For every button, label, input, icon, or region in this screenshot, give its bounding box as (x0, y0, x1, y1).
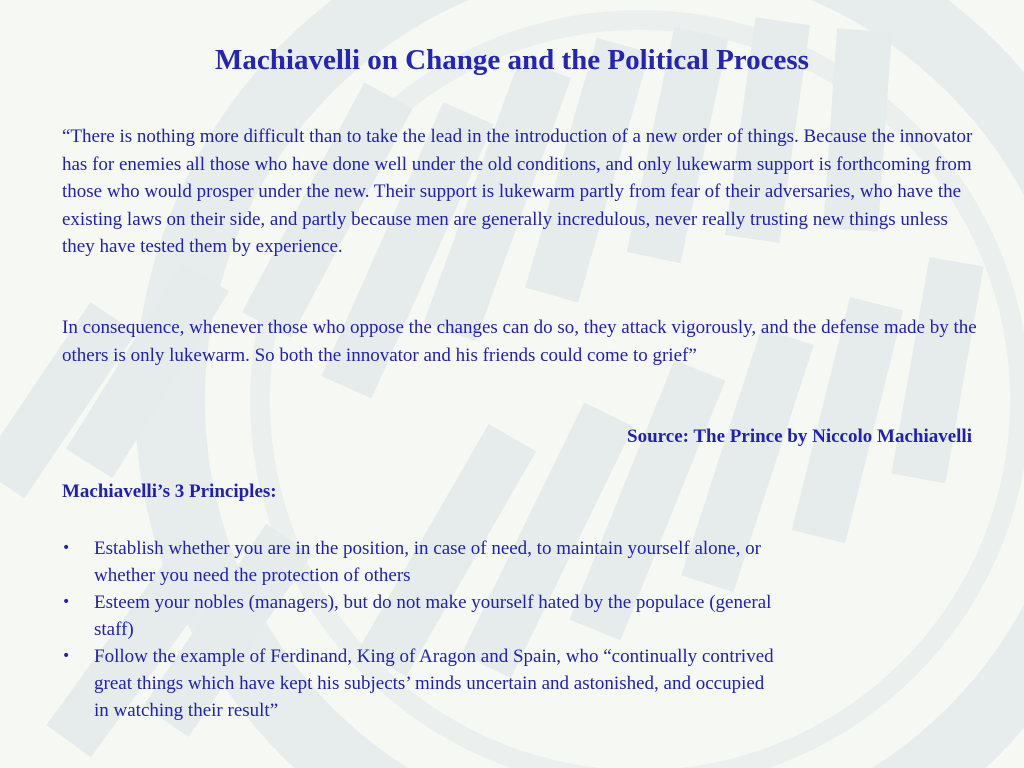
principle-text: Establish whether you are in the position, in case of need, to maintain yourself alone, or whether you need the protection of others (94, 538, 761, 586)
quote-paragraph-2: In consequence, whenever those who oppose the changes can do so, they attack vigorously, and the defense made by the others is only lukewarm. So both the innovator and his friends could come to grief” (62, 317, 977, 366)
bullet-icon: • (62, 594, 71, 610)
principle-text: Follow the example of Ferdinand, King of Aragon and Spain, who “continually contrived great things which have kept his subjects’ minds uncertain and astonished, and occupied in watching their result” (94, 646, 774, 721)
list-item (62, 589, 782, 643)
principles-list (62, 535, 782, 724)
bullet-icon: • (62, 648, 71, 664)
source-citation: Source: The Prince by Niccolo Machiavelli (627, 426, 972, 447)
list-item (62, 535, 782, 589)
principles-heading: Machiavelli’s 3 Principles: (62, 481, 277, 502)
quote-paragraph-1: “There is nothing more difficult than to take the lead in the introduction of a new order of things. Because the innovator has for enemies all those who have done well under the old conditions, and only lukewarm support is forthcoming from those who would prosper under the new. Their support is lukewarm partly from fear of their adversaries, who have the existing laws on their side, and partly because men are generally incredulous, never really trusting new things unless they have tested them by experience. (62, 126, 973, 257)
bullet-icon: • (62, 540, 71, 556)
principle-text: Esteem your nobles (managers), but do not make yourself hated by the populace (general staff) (94, 592, 772, 640)
list-item (62, 643, 782, 724)
slide-title: Machiavelli on Change and the Political Process (215, 44, 809, 76)
